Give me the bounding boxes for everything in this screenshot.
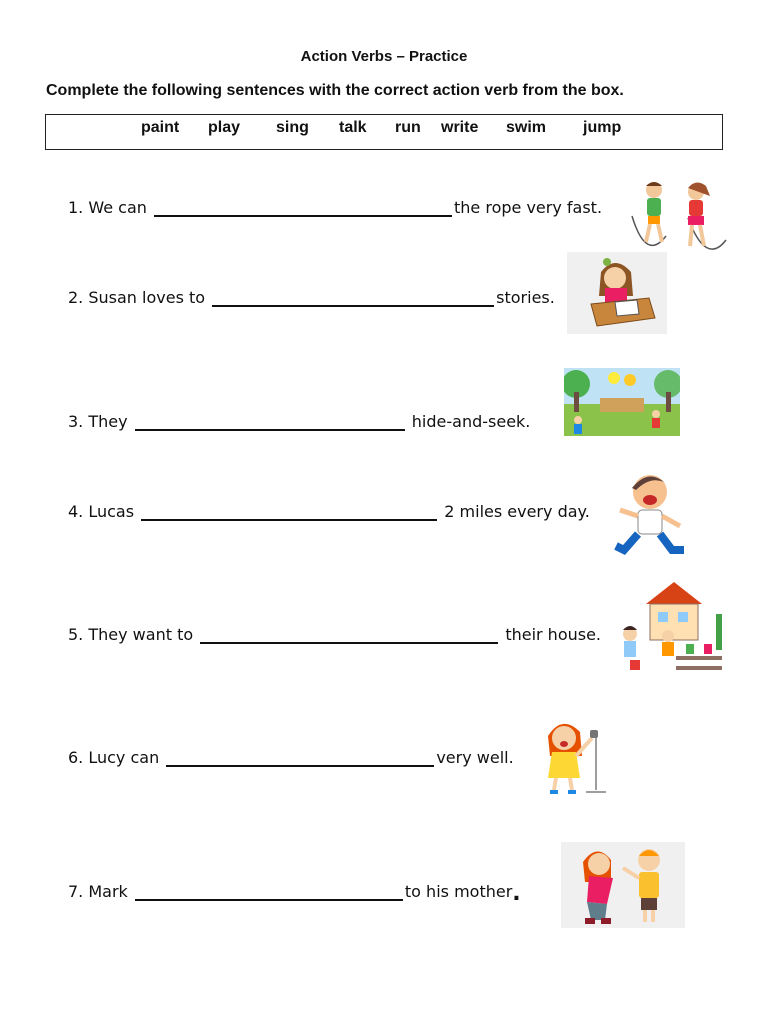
answer-blank-3[interactable] <box>135 415 405 431</box>
verb-talk: talk <box>339 119 367 136</box>
question-text-before: They want to <box>88 625 194 644</box>
question-1 <box>68 198 602 217</box>
question-2 <box>68 288 555 307</box>
sentence-end-mark: . <box>512 881 521 906</box>
question-text-after: hide-and-seek. <box>411 412 531 431</box>
family-painting-house-icon <box>616 578 724 676</box>
verb-box <box>45 114 723 150</box>
question-text-after: 2 miles every day. <box>444 502 590 521</box>
question-number: 6. <box>68 748 84 767</box>
verb-run: run <box>395 119 421 136</box>
question-6 <box>68 748 514 767</box>
worksheet-title: Action Verbs – Practice <box>300 48 468 65</box>
verb-write: write <box>441 119 479 136</box>
instructions: Complete the following sentences with the correct action verb from the box. <box>46 82 624 99</box>
children-jumping-rope-icon <box>626 176 728 262</box>
question-7 <box>68 881 521 906</box>
answer-blank-7[interactable] <box>135 885 403 901</box>
question-text-after: very well. <box>436 748 514 767</box>
boy-talking-to-mother-icon <box>561 842 685 928</box>
question-text-before: They <box>88 412 128 431</box>
question-5 <box>68 625 601 644</box>
question-text-after: stories. <box>496 288 555 307</box>
verb-swim: swim <box>506 119 547 136</box>
verb-sing: sing <box>276 119 309 136</box>
girl-writing-icon <box>567 252 667 334</box>
answer-blank-1[interactable] <box>154 201 452 217</box>
question-3 <box>68 412 530 431</box>
question-number: 7. <box>68 882 84 901</box>
question-text-before: Mark <box>88 882 128 901</box>
question-number: 5. <box>68 625 84 644</box>
answer-blank-6[interactable] <box>166 751 434 767</box>
boy-running-icon <box>612 470 688 562</box>
question-text-after: the rope very fast. <box>454 198 603 217</box>
children-playing-park-icon <box>564 368 680 436</box>
question-number: 2. <box>68 288 84 307</box>
question-text-before: We can <box>88 198 147 217</box>
question-text-after: to his mother <box>404 882 513 901</box>
question-4 <box>68 502 590 521</box>
question-text-before: Susan loves to <box>88 288 206 307</box>
question-number: 3. <box>68 412 84 431</box>
verb-play: play <box>208 119 241 136</box>
answer-blank-2[interactable] <box>212 291 494 307</box>
question-text-before: Lucy can <box>88 748 160 767</box>
answer-blank-4[interactable] <box>141 505 437 521</box>
answer-blank-5[interactable] <box>200 628 498 644</box>
verb-paint: paint <box>141 119 180 136</box>
verb-jump: jump <box>583 119 622 136</box>
question-number: 1. <box>68 198 84 217</box>
question-text-before: Lucas <box>88 502 135 521</box>
girl-singing-microphone-icon <box>540 716 612 796</box>
question-text-after: their house. <box>505 625 602 644</box>
question-number: 4. <box>68 502 84 521</box>
